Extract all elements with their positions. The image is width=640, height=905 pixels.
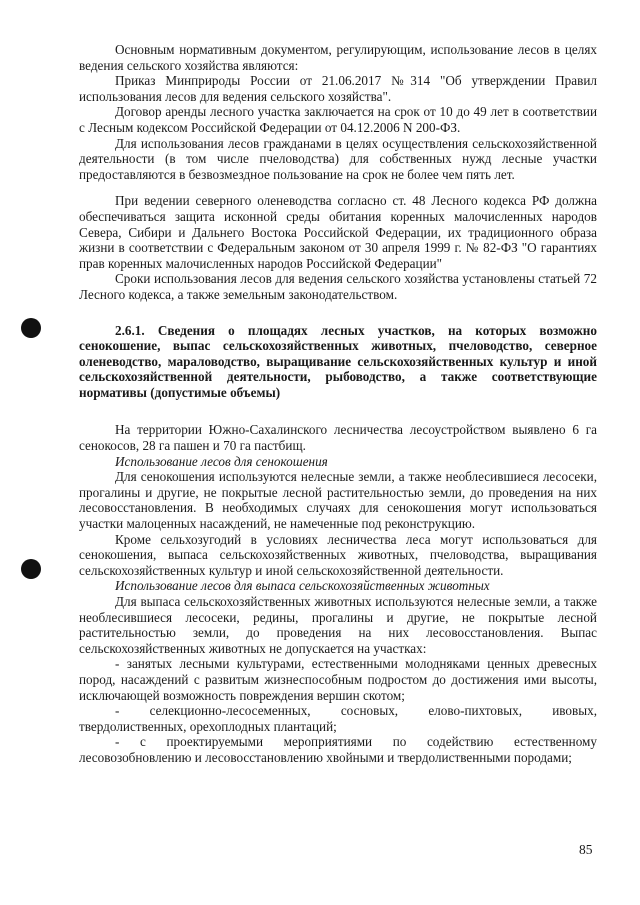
page-content — [79, 42, 597, 766]
paragraph-haymaking: Для сенокошения используются нелесные земли, а также необлесившиеся лесосеки, прогалины и другие, не покрытые лесной растительностью земли, до проведения на них лесовосстановления. В необходимых случаях для сенокошения могут использоваться участки малоценных насаждений, не намеченные под реконструкцию. — [79, 469, 597, 532]
punch-hole-bottom — [21, 559, 41, 579]
paragraph-reindeer: При ведении северного оленеводства согласно ст. 48 Лесного кодекса РФ должна обеспечиваться защита исконной среды обитания коренных малочисленных народов Севера, Сибири и Дальнего Востока Российской Федерации, их традиционного образа жизни в соответствии с Федеральным законом от 30 апреля 1999 г. № 82-ФЗ "О гарантиях прав коренных малочисленных народов Российской Федерации" — [79, 193, 597, 271]
list-item: - занятых лесными культурами, естественными молодняками ценных древесных пород, насаждений с развитым жизнеспособным подростом до достижения ими высоты, исключающей возможность повреждения вершин скотом; — [79, 656, 597, 703]
subheading-haymaking: Использование лесов для сенокошения — [115, 453, 328, 469]
paragraph-agriculture: Кроме сельхозугодий в условиях лесничества леса могут использоваться для сенокошения, выпаса сельскохозяйственных животных, пчеловодства, выращивания сельскохозяйственных культур и иной сельскохозяйственной деятельности. — [79, 531, 597, 578]
list-item: - селекционно-лесосеменных, сосновых, елово-пихтовых, ивовых, твердолиственных, орехоплодных плантаций; — [79, 703, 597, 734]
punch-hole-top — [21, 318, 41, 338]
paragraph-grazing: Для выпаса сельскохозяйственных животных используются нелесные земли, а также необлесившиеся лесосеки, редины, прогалины и другие, не покрытые лесной растительностью земли, до проведения на них лесовосстановления. Выпас сельскохозяйственных животных не допускается на участках: — [79, 594, 597, 656]
paragraph-lease: Договор аренды лесного участка заключается на срок от 10 до 49 лет в соответствии с Лесным кодексом Российской Федерации от 04.12.2006 N 200-ФЗ. — [79, 104, 597, 135]
paragraph-regulation: Основным нормативным документом, регулирующим, использование лесов в целях ведения сельского хозяйства являются: — [79, 42, 597, 73]
paragraph-intro: На территории Южно-Сахалинского лесничества лесоустройством выявлено 6 га сенокосов, 28 га пашен и 70 га пастбищ. — [79, 422, 597, 454]
list-item: - с проектируемыми мероприятиями по содействию естественному лесовозобновлению и лесовосстановлению хвойными и твердолиственными породами; — [79, 734, 597, 765]
subheading-grazing: Использование лесов для выпаса сельскохозяйственных животных — [115, 578, 490, 594]
section-heading: 2.6.1. Сведения о площадях лесных участков, на которых возможно сенокошение, выпас сельскохозяйственных животных, пчеловодство, северное оленеводство, мараловодство, выращивание сельскохозяйственных культур и иной сельскохозяйственной деятельности, рыбоводство, а также соответствующие нормативы (допустимые объемы) — [79, 322, 597, 400]
page-number: 85 — [579, 842, 593, 857]
paragraph-terms: Сроки использования лесов для ведения сельского хозяйства установлены статьей 72 Лесного кодекса, а также земельным законодательством. — [79, 271, 597, 302]
paragraph-order: Приказ Минприроды России от 21.06.2017 №314 "Об утверждении Правил использования лесов для ведения сельского хозяйства". — [79, 73, 597, 104]
paragraph-citizens: Для использования лесов гражданами в целях осуществления сельскохозяйственной деятельности (в том числе пчеловодства) для собственных нужд лесные участки предоставляются в безвозмездное пользование на срок не более чем пять лет. — [79, 135, 597, 182]
